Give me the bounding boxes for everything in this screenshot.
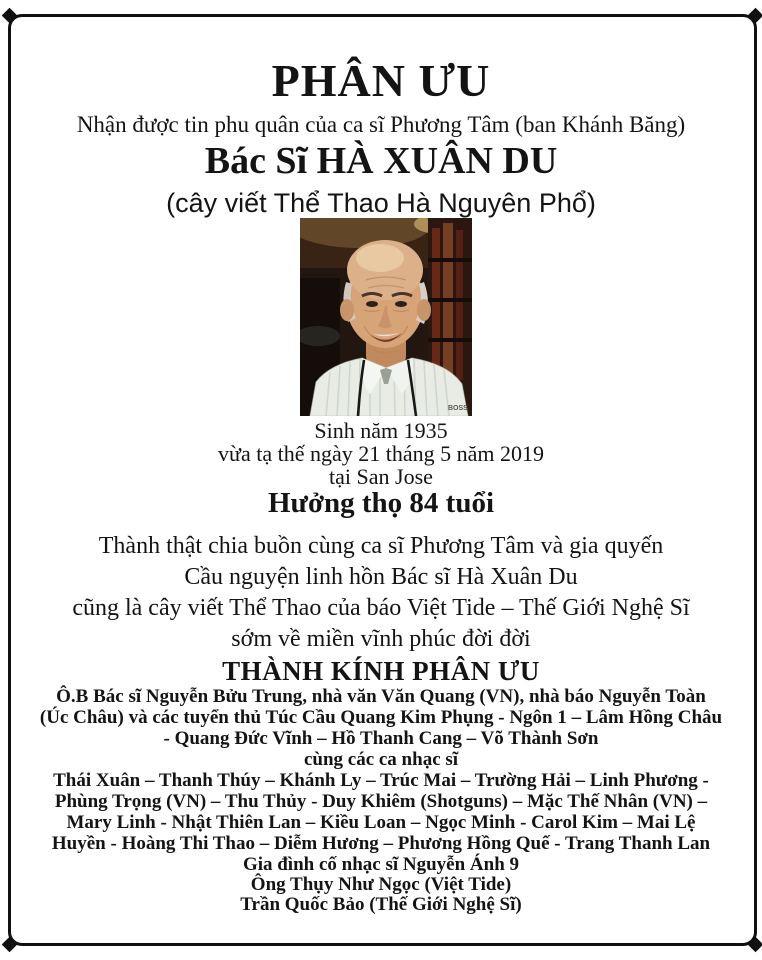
intro-line: Nhận được tin phu quân của ca sĩ Phương Tâm (ban Khánh Băng) <box>76 112 686 137</box>
signer-line: Gia đình cố nhạc sĩ Nguyễn Ánh 9 <box>242 854 520 875</box>
signer-line: Phùng Trọng (VN) – Thu Thủy - Duy Khiêm (Shotguns) – Mặc Thế Nhân (VN) – <box>54 791 708 812</box>
condolence-line: Thành thật chia buồn cùng ca sĩ Phương Tâm và gia quyến <box>98 533 664 559</box>
condolence-line: Cầu nguyện linh hồn Bác sĩ Hà Xuân Du <box>184 564 578 590</box>
birth-line: Sinh năm 1935 <box>314 418 448 443</box>
portrait-photo <box>300 218 472 416</box>
page-title: PHÂN ƯU <box>271 55 491 106</box>
signer-line: Trần Quốc Bảo (Thế Giới Nghệ Sĩ) <box>240 894 522 915</box>
signer-line: - Quang Đức Vĩnh – Hồ Thanh Cang – Võ Thành Sơn <box>163 728 599 749</box>
signer-line: Ông Thụy Như Ngọc (Việt Tide) <box>250 874 512 895</box>
deceased-name: Bác Sĩ HÀ XUÂN DU <box>204 140 558 182</box>
signer-line: Thái Xuân – Thanh Thúy – Khánh Ly – Trúc Mai – Trường Hải – Linh Phương - <box>53 770 709 791</box>
closing-heading: THÀNH KÍNH PHÂN ƯU <box>222 656 540 686</box>
place-line: tại San Jose <box>329 464 433 489</box>
death-line: vừa tạ thế ngày 21 tháng 5 năm 2019 <box>218 441 544 466</box>
signer-line: (Úc Châu) và các tuyển thủ Túc Cầu Quang Kim Phụng - Ngôn 1 – Lâm Hồng Châu <box>39 707 723 728</box>
pen-name-line: (cây viết Thể Thao Hà Nguyên Phổ) <box>166 188 596 218</box>
condolence-line: cũng là cây viết Thể Thao của báo Việt Tide – Thế Giới Nghệ Sĩ <box>72 595 690 621</box>
age-line: Hưởng thọ 84 tuổi <box>267 487 495 519</box>
signer-line: Ô.B Bác sĩ Nguyễn Bửu Trung, nhà văn Văn Quang (VN), nhà báo Nguyễn Toàn <box>56 686 706 707</box>
signer-line: Mary Linh - Nhật Thiên Lan – Kiều Loan – Ngọc Minh - Carol Kim – Mai Lệ <box>66 812 696 833</box>
condolence-line: sớm về miền vĩnh phúc đời đời <box>231 626 531 652</box>
signer-line: Huyền - Hoàng Thi Thao – Diễm Hương – Phương Hồng Quế - Trang Thanh Lan <box>51 833 711 854</box>
signer-line: cùng các ca nhạc sĩ <box>303 749 459 770</box>
shirt-logo-text: BOSS <box>448 405 468 412</box>
